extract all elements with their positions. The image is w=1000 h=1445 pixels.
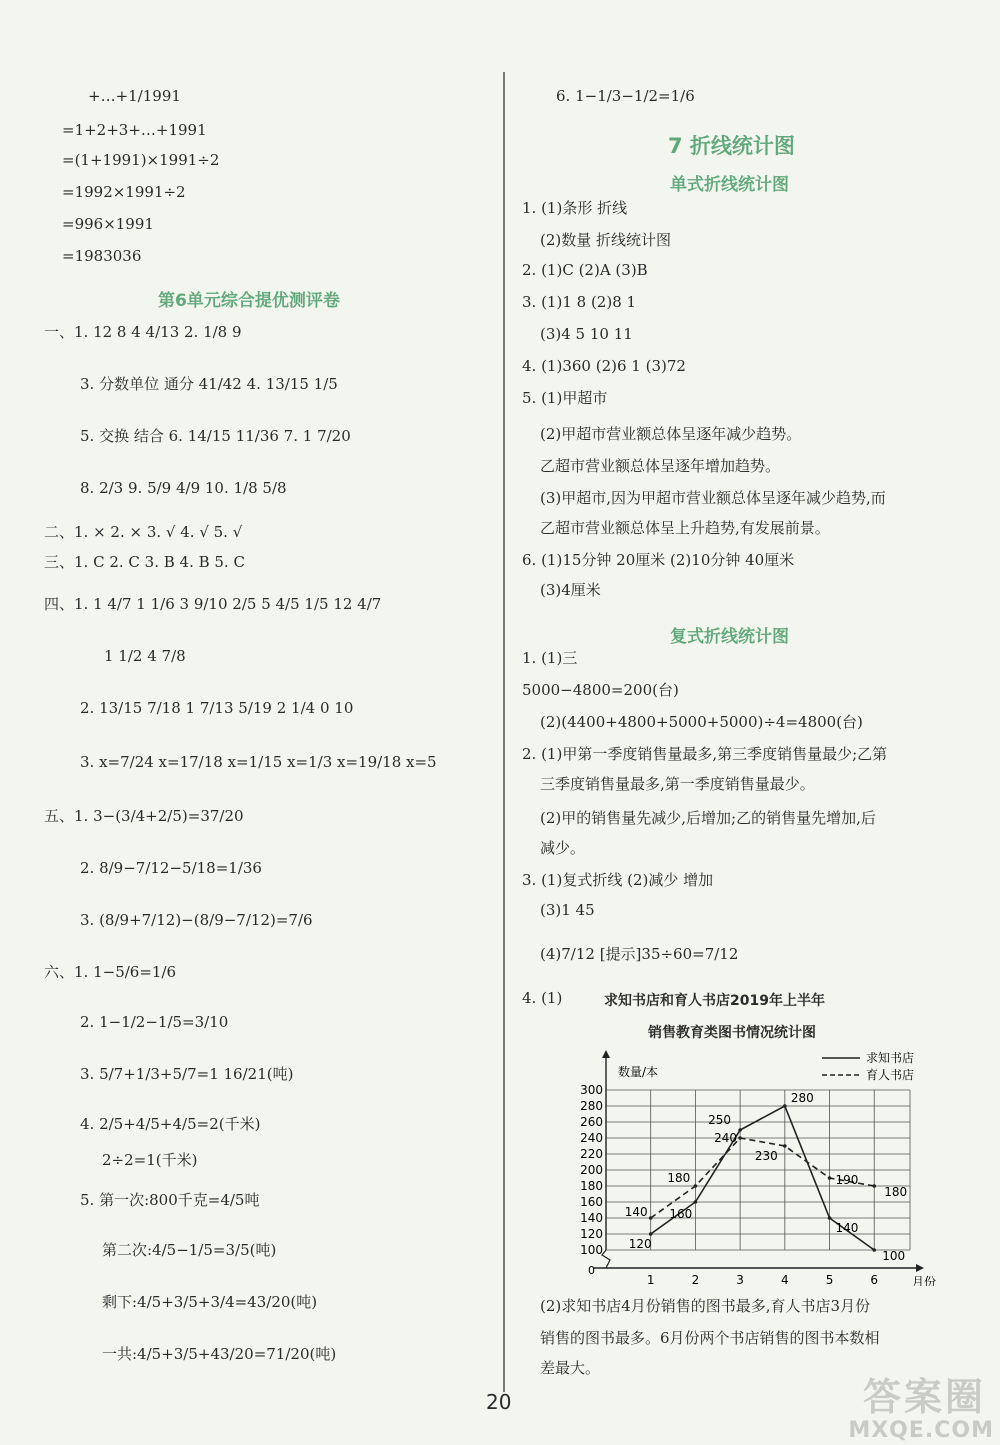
- left-line-15: 2. 13/15 7/18 1 7/13 5/19 2 1/4 0 10: [80, 699, 354, 717]
- y-tick-label: 180: [580, 1179, 603, 1193]
- right-line-14: (3)4厘米: [540, 581, 601, 599]
- right-line-26: (2)求知书店4月份销售的图书最多,育人书店3月份: [540, 1297, 871, 1315]
- left-line-9: 5. 交换 结合 6. 14/15 11/36 7. 1 7/20: [80, 427, 351, 445]
- data-point: [649, 1216, 653, 1220]
- column-divider: [503, 72, 505, 1392]
- x-tick-label: 2: [691, 1273, 700, 1286]
- data-point: [828, 1216, 832, 1220]
- left-line-21: 2. 1−1/2−1/5=3/10: [80, 1013, 229, 1031]
- right-line-28: 差最大。: [540, 1359, 601, 1377]
- y-tick-label: 300: [580, 1083, 603, 1097]
- left-line-28: 一共:4/5+3/5+43/20=71/20(吨): [102, 1345, 337, 1363]
- data-label: 160: [669, 1207, 693, 1221]
- left-line-11: 二、1. × 2. × 3. √ 4. √ 5. √: [44, 523, 243, 541]
- data-label: 240: [714, 1131, 738, 1145]
- right-line-12: 乙超市营业额总体呈上升趋势,有发展前景。: [540, 519, 830, 537]
- data-point: [694, 1184, 698, 1188]
- y-axis-arrow: [602, 1050, 610, 1058]
- legend-label: 求知书店: [866, 1051, 915, 1065]
- right-line-27: 销售的图书最多。6月份两个书店销售的图书本数相: [540, 1329, 880, 1347]
- left-line-12: 三、1. C 2. C 3. B 4. B 5. C: [44, 553, 245, 571]
- left-line-20: 六、1. 1−5/6=1/6: [44, 963, 177, 981]
- line-chart: [560, 1046, 980, 1286]
- right-line-1: 6. 1−1/3−1/2=1/6: [556, 87, 695, 105]
- left-line-22: 3. 5/7+1/3+5/7=1 16/21(吨): [80, 1065, 294, 1083]
- left-line-8: 3. 分数单位 通分 41/42 4. 13/15 1/5: [80, 375, 338, 393]
- right-line-22: 3. (1)复式折线 (2)减少 增加: [522, 871, 714, 889]
- left-line-18: 2. 8/9−7/12−5/18=1/36: [80, 859, 262, 877]
- left-line-19: 3. (8/9+7/12)−(8/9−7/12)=7/6: [80, 911, 313, 929]
- left-line-23: 4. 2/5+4/5+4/5=2(千米): [80, 1115, 261, 1133]
- right-line-21: 减少。: [540, 839, 586, 857]
- data-label: 280: [790, 1091, 814, 1105]
- left-line-4: =1992×1991÷2: [62, 183, 186, 201]
- unit-heading: 7 折线统计图: [668, 134, 795, 158]
- left-line-25: 5. 第一次:800千克=4/5吨: [80, 1191, 260, 1209]
- origin-label: 0: [588, 1264, 595, 1277]
- left-line-26: 第二次:4/5−1/5=3/5(吨): [102, 1241, 277, 1259]
- left-line-6: =1983036: [62, 247, 142, 265]
- data-point: [783, 1144, 787, 1148]
- data-point: [872, 1248, 876, 1252]
- x-tick-label: 3: [736, 1273, 744, 1286]
- data-point: [783, 1104, 787, 1108]
- data-point: [738, 1128, 742, 1132]
- right-line-9: (2)甲超市营业额总体呈逐年减少趋势。: [540, 425, 802, 443]
- y-tick-label: 120: [580, 1227, 603, 1241]
- left-line-24: 2÷2=1(千米): [102, 1151, 198, 1169]
- x-tick-label: 5: [825, 1273, 834, 1286]
- right-line-15: 1. (1)三: [522, 649, 578, 667]
- left-line-27: 剩下:4/5+3/5+3/4=43/20(吨): [102, 1293, 318, 1311]
- y-tick-label: 200: [580, 1163, 603, 1177]
- section-heading-single-line: 单式折线统计图: [670, 175, 789, 195]
- section-heading-unit6-test: 第6单元综合提优测评卷: [158, 291, 340, 311]
- data-label: 180: [884, 1185, 908, 1199]
- data-point: [694, 1200, 698, 1204]
- x-tick-label: 6: [870, 1273, 879, 1286]
- x-tick-label: 1: [646, 1273, 655, 1286]
- axis-break-mark: [602, 1250, 610, 1268]
- y-tick-label: 240: [580, 1131, 603, 1145]
- right-line-13: 6. (1)15分钟 20厘米 (2)10分钟 40厘米: [522, 551, 795, 569]
- y-tick-label: 160: [580, 1195, 603, 1209]
- data-label: 120: [628, 1237, 652, 1251]
- right-line-25: 4. (1): [522, 989, 563, 1007]
- data-label: 100: [882, 1249, 906, 1263]
- x-tick-label: 4: [781, 1273, 789, 1286]
- chart-title-line-1: 求知书店和育人书店2019年上半年: [604, 993, 825, 1009]
- right-line-5: 3. (1)1 8 (2)8 1: [522, 293, 637, 311]
- data-label: 140: [835, 1221, 859, 1235]
- right-line-8: 5. (1)甲超市: [522, 389, 608, 407]
- left-line-7: 一、1. 12 8 4 4/13 2. 1/8 9: [44, 323, 242, 341]
- y-tick-label: 140: [580, 1211, 603, 1225]
- x-axis-label: 月份: [912, 1275, 937, 1286]
- right-line-23: (3)1 45: [540, 901, 595, 919]
- y-tick-label: 100: [580, 1243, 603, 1257]
- data-label: 250: [708, 1113, 732, 1127]
- right-line-16: 5000−4800=200(台): [522, 681, 679, 699]
- right-line-24: (4)7/12 [提示]35÷60=7/12: [540, 945, 739, 963]
- watermark-logo-text: 答案圈: [862, 1375, 986, 1419]
- left-line-14: 1 1/2 4 7/8: [104, 647, 186, 665]
- right-line-2: 1. (1)条形 折线: [522, 199, 628, 217]
- data-label: 180: [667, 1171, 691, 1185]
- y-tick-label: 260: [580, 1115, 603, 1129]
- left-line-2: =1+2+3+…+1991: [62, 121, 207, 139]
- right-line-18: 2. (1)甲第一季度销售量最多,第三季度销售量最少;乙第: [522, 745, 888, 763]
- y-tick-label: 220: [580, 1147, 603, 1161]
- right-line-19: 三季度销售量最多,第一季度销售量最少。: [540, 775, 815, 793]
- y-tick-label: 280: [580, 1099, 603, 1113]
- right-line-10: 乙超市营业额总体呈逐年增加趋势。: [540, 457, 781, 475]
- data-point: [738, 1136, 742, 1140]
- chart-title-line-2: 销售教育类图书情况统计图: [648, 1025, 816, 1041]
- left-line-13: 四、1. 1 4/7 1 1/6 3 9/10 2/5 5 4/5 1/5 12 4/7: [44, 595, 382, 613]
- right-line-6: (3)4 5 10 11: [540, 325, 633, 343]
- data-label: 190: [835, 1173, 859, 1187]
- data-point: [828, 1176, 832, 1180]
- data-point: [649, 1232, 653, 1236]
- y-axis-label: 数量/本: [618, 1065, 659, 1079]
- left-line-10: 8. 2/3 9. 5/9 4/9 10. 1/8 5/8: [80, 479, 287, 497]
- right-line-7: 4. (1)360 (2)6 1 (3)72: [522, 357, 686, 375]
- watermark-url: MXQE.COM: [848, 1418, 994, 1443]
- left-line-1: +…+1/1991: [88, 87, 181, 105]
- right-line-3: (2)数量 折线统计图: [540, 231, 672, 249]
- left-line-16: 3. x=7/24 x=17/18 x=1/15 x=1/3 x=19/18 x=5: [80, 753, 437, 771]
- legend-label: 育人书店: [866, 1068, 915, 1082]
- section-heading-compound-line: 复式折线统计图: [670, 627, 789, 647]
- data-point: [872, 1184, 876, 1188]
- right-line-4: 2. (1)C (2)A (3)B: [522, 261, 648, 279]
- data-label: 140: [624, 1205, 648, 1219]
- left-line-5: =996×1991: [62, 215, 154, 233]
- left-line-17: 五、1. 3−(3/4+2/5)=37/20: [44, 807, 244, 825]
- left-line-3: =(1+1991)×1991÷2: [62, 151, 220, 169]
- data-label: 230: [754, 1149, 778, 1163]
- page-number: 20: [486, 1390, 512, 1414]
- right-line-11: (3)甲超市,因为甲超市营业额总体呈逐年减少趋势,而: [540, 489, 886, 507]
- x-axis-arrow: [916, 1264, 924, 1272]
- right-line-17: (2)(4400+4800+5000+5000)÷4=4800(台): [540, 713, 863, 731]
- right-line-20: (2)甲的销售量先减少,后增加;乙的销售量先增加,后: [540, 809, 876, 827]
